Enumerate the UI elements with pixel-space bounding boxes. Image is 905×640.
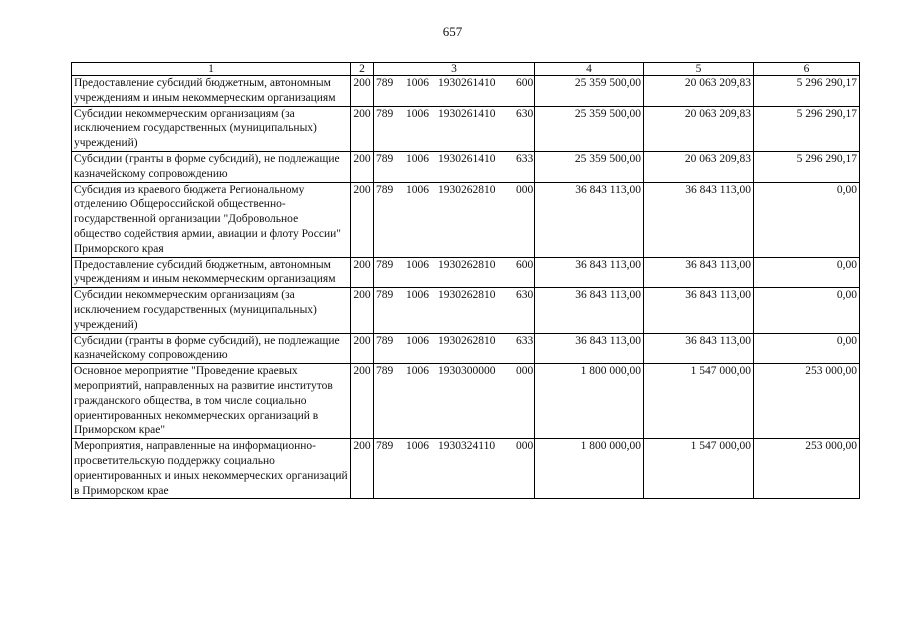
section-code: 1006 bbox=[406, 258, 429, 271]
row-name: Субсидии некоммерческим организациям (за исключением государственных (муниципальных) учреждений) bbox=[72, 106, 351, 151]
target-code: 1930262810 bbox=[438, 258, 496, 271]
expense-kind-code: 000 bbox=[516, 183, 534, 196]
planned-amount: 36 843 113,00 bbox=[535, 182, 644, 257]
row-name: Субсидии (гранты в форме субсидий), не подлежащие казначейскому сопровождению bbox=[72, 333, 351, 364]
planned-amount: 36 843 113,00 bbox=[535, 288, 644, 333]
column-header: 4 bbox=[535, 63, 644, 76]
table-row bbox=[72, 288, 860, 333]
column-header: 1 bbox=[72, 63, 351, 76]
ministry-code: 789 bbox=[376, 289, 394, 302]
row-code: 200 bbox=[351, 257, 374, 288]
target-code: 1930300000 bbox=[438, 365, 496, 378]
remainder-amount: 0,00 bbox=[754, 288, 860, 333]
table-row bbox=[72, 333, 860, 364]
target-code: 1930262810 bbox=[438, 289, 496, 302]
ministry-code: 789 bbox=[376, 440, 394, 453]
row-name: Предоставление субсидий бюджетным, автономным учреждениям и иным некоммерческим организациям bbox=[72, 257, 351, 288]
planned-amount: 36 843 113,00 bbox=[535, 333, 644, 364]
table-row bbox=[72, 182, 860, 257]
remainder-amount: 5 296 290,17 bbox=[754, 76, 860, 107]
ministry-code: 789 bbox=[376, 258, 394, 271]
expense-kind-code: 000 bbox=[516, 440, 534, 453]
expense-kind-code: 633 bbox=[516, 152, 534, 165]
row-classification bbox=[374, 182, 535, 257]
planned-amount: 25 359 500,00 bbox=[535, 76, 644, 107]
row-code: 200 bbox=[351, 151, 374, 182]
planned-amount: 25 359 500,00 bbox=[535, 151, 644, 182]
executed-amount: 20 063 209,83 bbox=[644, 106, 754, 151]
table-row bbox=[72, 151, 860, 182]
expense-kind-code: 630 bbox=[516, 289, 534, 302]
table-row bbox=[72, 364, 860, 439]
section-code: 1006 bbox=[406, 107, 429, 120]
executed-amount: 36 843 113,00 bbox=[644, 257, 754, 288]
table-row bbox=[72, 106, 860, 151]
ministry-code: 789 bbox=[376, 334, 394, 347]
row-classification bbox=[374, 76, 535, 107]
expense-kind-code: 600 bbox=[516, 258, 534, 271]
target-code: 1930261410 bbox=[438, 77, 496, 89]
budget-table bbox=[71, 62, 860, 499]
target-code: 1930262810 bbox=[438, 334, 496, 347]
row-name: Мероприятия, направленные на информационно-просветительскую поддержку социально ориентированных и иных некоммерческих организаций в Приморском крае bbox=[72, 439, 351, 499]
section-code: 1006 bbox=[406, 77, 429, 89]
table-header-row bbox=[72, 63, 860, 76]
executed-amount: 1 547 000,00 bbox=[644, 364, 754, 439]
row-code: 200 bbox=[351, 106, 374, 151]
row-code: 200 bbox=[351, 288, 374, 333]
row-classification bbox=[374, 106, 535, 151]
column-header: 2 bbox=[351, 63, 374, 76]
executed-amount: 36 843 113,00 bbox=[644, 288, 754, 333]
remainder-amount: 253 000,00 bbox=[754, 439, 860, 499]
row-name: Субсидия из краевого бюджета Региональному отделению Общероссийской общественно-государственной организации "Добровольное общество содействия армии, авиации и флоту России" Приморского края bbox=[72, 182, 351, 257]
planned-amount: 25 359 500,00 bbox=[535, 106, 644, 151]
remainder-amount: 0,00 bbox=[754, 257, 860, 288]
target-code: 1930324110 bbox=[438, 440, 496, 453]
row-code: 200 bbox=[351, 333, 374, 364]
ministry-code: 789 bbox=[376, 107, 394, 120]
table-row bbox=[72, 257, 860, 288]
row-name: Субсидии (гранты в форме субсидий), не подлежащие казначейскому сопровождению bbox=[72, 151, 351, 182]
planned-amount: 36 843 113,00 bbox=[535, 257, 644, 288]
column-header: 6 bbox=[754, 63, 860, 76]
row-classification bbox=[374, 333, 535, 364]
row-code: 200 bbox=[351, 76, 374, 107]
row-classification bbox=[374, 364, 535, 439]
executed-amount: 36 843 113,00 bbox=[644, 333, 754, 364]
row-code: 200 bbox=[351, 364, 374, 439]
page-number: 657 bbox=[442, 24, 463, 39]
expense-kind-code: 600 bbox=[516, 77, 534, 89]
section-code: 1006 bbox=[406, 289, 429, 302]
ministry-code: 789 bbox=[376, 152, 394, 165]
remainder-amount: 5 296 290,17 bbox=[754, 106, 860, 151]
section-code: 1006 bbox=[406, 365, 429, 378]
remainder-amount: 0,00 bbox=[754, 333, 860, 364]
section-code: 1006 bbox=[406, 152, 429, 165]
executed-amount: 20 063 209,83 bbox=[644, 151, 754, 182]
planned-amount: 1 800 000,00 bbox=[535, 364, 644, 439]
expense-kind-code: 630 bbox=[516, 107, 534, 120]
executed-amount: 36 843 113,00 bbox=[644, 182, 754, 257]
planned-amount: 1 800 000,00 bbox=[535, 439, 644, 499]
column-header: 5 bbox=[644, 63, 754, 76]
section-code: 1006 bbox=[406, 334, 429, 347]
table-row bbox=[72, 439, 860, 499]
executed-amount: 1 547 000,00 bbox=[644, 439, 754, 499]
target-code: 1930261410 bbox=[438, 107, 496, 120]
table-row bbox=[72, 76, 860, 107]
row-name: Субсидии некоммерческим организациям (за исключением государственных (муниципальных) учреждений) bbox=[72, 288, 351, 333]
target-code: 1930262810 bbox=[438, 183, 496, 196]
ministry-code: 789 bbox=[376, 365, 394, 378]
section-code: 1006 bbox=[406, 440, 429, 453]
row-name: Основное мероприятие "Проведение краевых мероприятий, направленных на развитие институтов гражданского общества, в том числе социально ориентированных некоммерческих организаций в Приморском крае" bbox=[72, 364, 351, 439]
executed-amount: 20 063 209,83 bbox=[644, 76, 754, 107]
expense-kind-code: 000 bbox=[516, 365, 534, 378]
row-code: 200 bbox=[351, 439, 374, 499]
expense-kind-code: 633 bbox=[516, 334, 534, 347]
remainder-amount: 5 296 290,17 bbox=[754, 151, 860, 182]
row-classification bbox=[374, 151, 535, 182]
row-classification bbox=[374, 439, 535, 499]
remainder-amount: 253 000,00 bbox=[754, 364, 860, 439]
ministry-code: 789 bbox=[376, 183, 394, 196]
row-code: 200 bbox=[351, 182, 374, 257]
remainder-amount: 0,00 bbox=[754, 182, 860, 257]
row-classification bbox=[374, 257, 535, 288]
ministry-code: 789 bbox=[376, 77, 394, 89]
section-code: 1006 bbox=[406, 183, 429, 196]
column-header: 3 bbox=[374, 63, 535, 76]
row-classification bbox=[374, 288, 535, 333]
target-code: 1930261410 bbox=[438, 152, 496, 165]
row-name: Предоставление субсидий бюджетным, автономным учреждениям и иным некоммерческим организациям bbox=[72, 76, 351, 107]
